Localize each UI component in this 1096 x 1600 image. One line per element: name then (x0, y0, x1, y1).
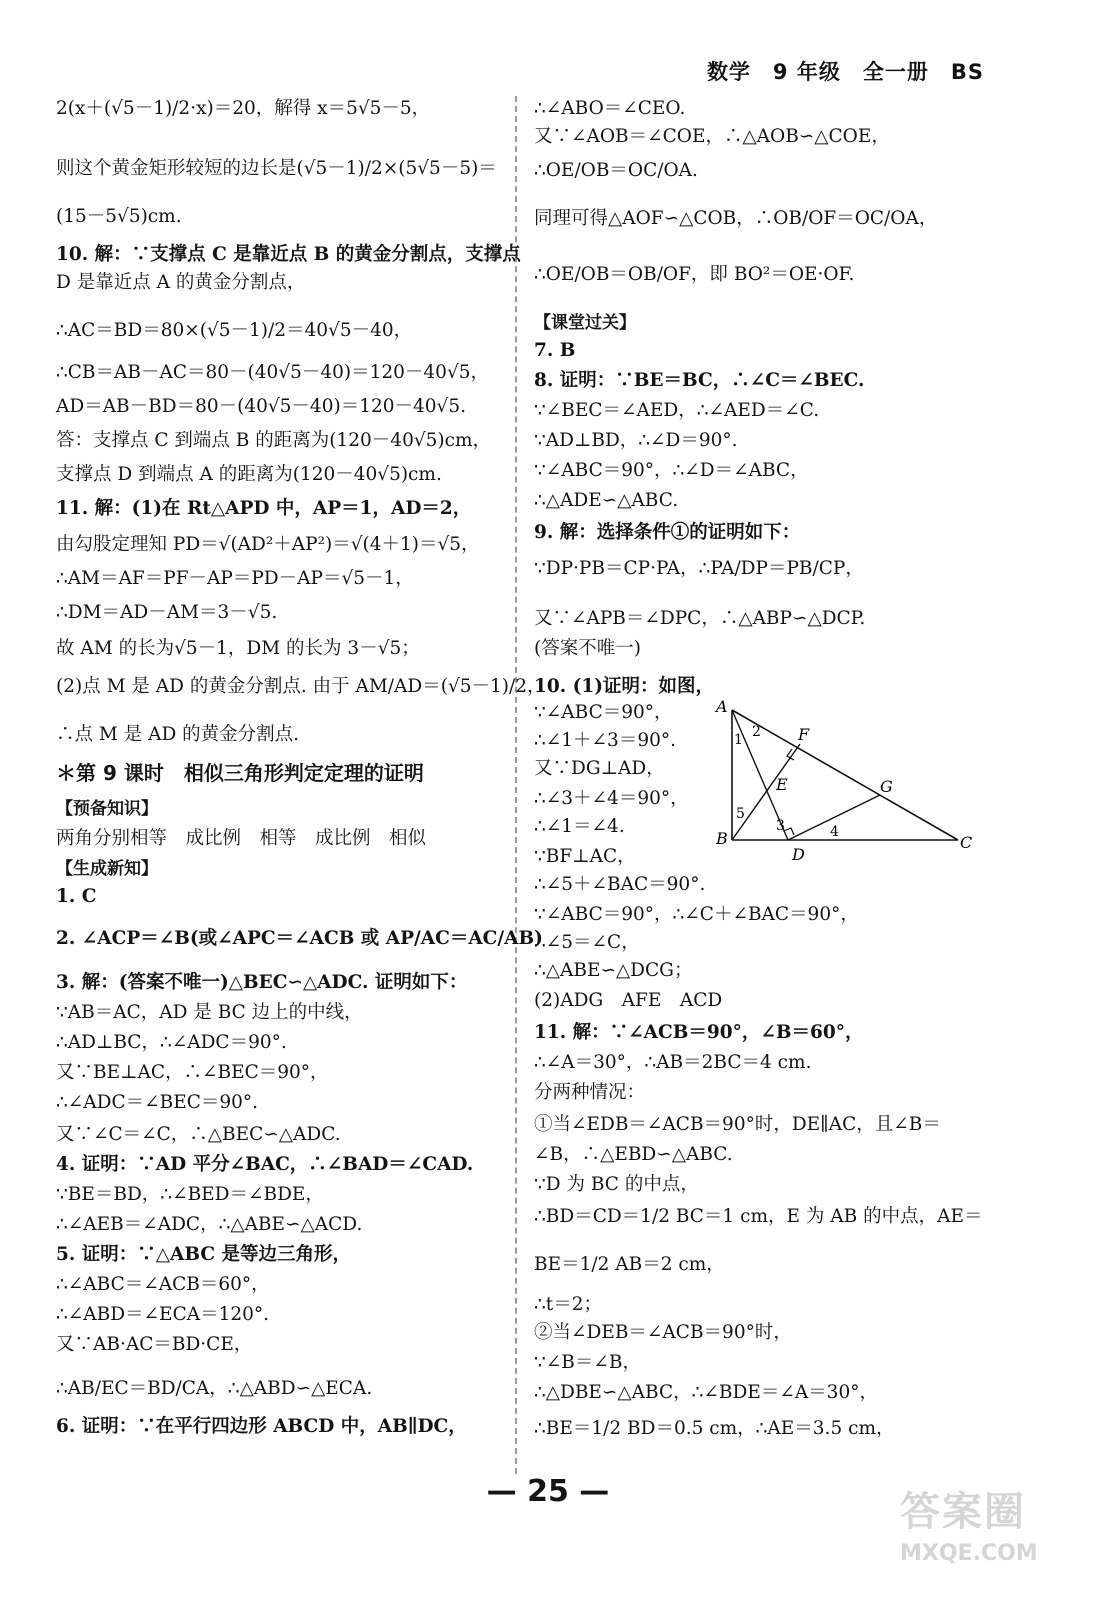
label-e: E (776, 775, 788, 794)
left-column-text-line: 【生成新知】 (56, 859, 158, 879)
right-column-text-line: ∵∠ABC＝90°， (534, 702, 673, 723)
left-column-text-line: D 是靠近点 A 的黄金分割点， (56, 272, 306, 293)
left-column-text-line: 答：支撑点 C 到端点 B 的距离为(120－40√5)cm， (56, 430, 492, 451)
left-column-text-line: ∴∠ABC＝∠ACB＝60°， (56, 1274, 270, 1295)
right-column-text-line: 分两种情况： (534, 1082, 646, 1103)
segment-ac (732, 710, 958, 840)
left-column-text-line: ∴AC＝BD＝80×(√5－1)/2＝40√5－40， (56, 320, 413, 341)
label-d: D (792, 845, 805, 864)
watermark-logo-text: 答案圈 (900, 1489, 1026, 1535)
left-column-text-line: ∵AB＝AC，AD 是 BC 边上的中线， (56, 1002, 363, 1023)
column-divider (515, 96, 517, 1474)
right-column-text-line: ∴∠1＋∠3＝90°. (534, 730, 676, 751)
left-column-text-line: (2)点 M 是 AD 的黄金分割点. 由于 AM/AD＝(√5－1)/2， (56, 676, 546, 697)
right-column-text-line: ∵∠B＝∠B， (534, 1352, 641, 1373)
left-column-text-line: ∴∠ADC＝∠BEC＝90°. (56, 1092, 259, 1113)
right-column-text-line: ∵D 为 BC 的中点， (534, 1174, 699, 1195)
right-column-text-line: ∴BE＝1/2 BD＝0.5 cm，∴AE＝3.5 cm， (534, 1418, 895, 1439)
left-column-text-line: ＊第 9 课时 相似三角形判定定理的证明 (56, 761, 424, 785)
page-header: 数学 9 年级 全一册 BS (706, 60, 984, 84)
right-column-text-line: 11. 解：∵∠ACB＝90°，∠B＝60°， (534, 1022, 864, 1043)
left-column-text-line: ∴AB/EC＝BD/CA，∴△ABD∽△ECA. (56, 1378, 373, 1399)
right-column-text-line: ∴∠A＝30°，∴AB＝2BC＝4 cm. (534, 1052, 812, 1073)
right-column-text-line: BE＝1/2 AB＝2 cm， (534, 1254, 725, 1275)
right-column-text-line: ∴△DBE∽△ABC，∴∠BDE＝∠A＝30°， (534, 1382, 878, 1403)
right-column-text-line: 9. 解：选择条件①的证明如下： (534, 522, 801, 543)
right-column-text-line: (答案不唯一) (534, 638, 641, 659)
right-column-text-line: ∴∠1＝∠4. (534, 816, 625, 837)
right-column-text-line: ∵∠ABC＝90°，∴∠C＋∠BAC＝90°， (534, 904, 859, 925)
left-column-text-line: 又∵∠C＝∠C，∴△BEC∽△ADC. (56, 1124, 341, 1145)
right-column-text-line: 7. B (534, 340, 576, 361)
right-column-text-line: ∠B，∴△EBD∽△ABC. (534, 1144, 733, 1165)
left-column-text-line: 4. 证明：∵AD 平分∠BAC，∴∠BAD＝∠CAD. (56, 1154, 474, 1175)
left-column-text-line: ∴点 M 是 AD 的黄金分割点. (56, 724, 300, 745)
right-column-text-line: (2)ADG AFE ACD (534, 990, 723, 1011)
left-column-text-line: 5. 证明：∵△ABC 是等边三角形， (56, 1244, 351, 1265)
left-column-text-line: 11. 解：(1)在 Rt△APD 中，AP＝1，AD＝2， (56, 498, 472, 519)
left-column-text-line: ∴∠AEB＝∠ADC，∴△ABE∽△ACD. (56, 1214, 363, 1235)
left-column-text-line: 1. C (56, 886, 97, 907)
right-column-text-line: ∴∠5＝∠C， (534, 932, 640, 953)
left-column-text-line: 2(x＋(√5－1)/2·x)＝20，解得 x＝5√5－5， (56, 98, 431, 119)
right-column-text-line: ∴OE/OB＝OB/OF，即 BO²＝OE·OF. (534, 264, 855, 285)
left-column-text-line: ∴AD⊥BC，∴∠ADC＝90°. (56, 1032, 287, 1053)
right-column-text-line: ∴∠ABO＝∠CEO. (534, 98, 686, 119)
right-column-text-line: 又∵DG⊥AD， (534, 758, 665, 779)
right-column-text-line: ∵DP·PB＝CP·PA，∴PA/DP＝PB/CP， (534, 558, 864, 579)
left-column-text-line: 支撑点 D 到端点 A 的距离为(120－40√5)cm. (56, 464, 442, 485)
left-column-text-line: 则这个黄金矩形较短的边长是(√5－1)/2×(5√5－5)＝ (56, 158, 497, 179)
geometry-figure (712, 694, 982, 864)
right-column-text-line: ∴OE/OB＝OC/OA. (534, 160, 698, 181)
right-column-text-line: ①当∠EDB＝∠ACB＝90°时，DE∥AC，且∠B＝ (534, 1114, 941, 1135)
angle-label-5: 5 (736, 806, 745, 822)
segment-bf (732, 744, 800, 840)
right-column-text-line: 【课堂过关】 (534, 313, 636, 333)
label-g: G (880, 777, 893, 796)
left-column-text-line: 故 AM 的长为√5－1，DM 的长为 3－√5； (56, 638, 420, 659)
right-column-text-line: ∵∠BEC＝∠AED，∴∠AED＝∠C. (534, 400, 820, 421)
left-column-text-line: 又∵BE⊥AC，∴∠BEC＝90°， (56, 1062, 329, 1083)
right-column-text-line: ∴BD＝CD＝1/2 BC＝1 cm，E 为 AB 的中点，AE＝ (534, 1206, 983, 1227)
right-column-text-line: ∵∠ABC＝90°，∴∠D＝∠ABC， (534, 460, 809, 481)
left-column-text-line: ∴CB＝AB－AC＝80－(40√5－40)＝120－40√5， (56, 362, 490, 383)
right-column-text-line: 又∵∠APB＝∠DPC，∴△ABP∽△DCP. (534, 608, 866, 629)
left-column-text-line: 3. 解：(答案不唯一)△BEC∽△ADC. 证明如下： (56, 972, 468, 993)
left-column-text-line: 2. ∠ACP＝∠B(或∠APC＝∠ACB 或 AP/AC＝AC/AB) (56, 928, 543, 949)
left-column-text-line: 又∵AB·AC＝BD·CE， (56, 1334, 253, 1355)
left-column-text-line: 6. 证明：∵在平行四边形 ABCD 中，AB∥DC， (56, 1416, 467, 1437)
left-column-text-line: AD＝AB－BD＝80－(40√5－40)＝120－40√5. (56, 396, 466, 417)
page-number: — 25 — (486, 1474, 610, 1509)
left-column-text-line: ∴DM＝AD－AM＝3－√5. (56, 602, 278, 623)
right-column-text-line: ∴∠3＋∠4＝90°， (534, 788, 689, 809)
right-column-text-line: ∴∠5＋∠BAC＝90°. (534, 874, 706, 895)
right-column-text-line: ②当∠DEB＝∠ACB＝90°时， (534, 1322, 792, 1343)
label-a: A (716, 697, 728, 716)
label-f: F (798, 725, 810, 744)
right-column-text-line: 又∵∠AOB＝∠COE，∴△AOB∽△COE， (534, 126, 890, 147)
right-column-text-line: 8. 证明：∵BE＝BC，∴∠C＝∠BEC. (534, 370, 865, 391)
label-c: C (960, 833, 973, 852)
right-column-text-line: ∵AD⊥BD，∴∠D＝90°. (534, 430, 738, 451)
right-column-text-line: 10. (1)证明：如图， (534, 676, 715, 697)
angle-label-2: 2 (752, 724, 761, 740)
angle-label-4: 4 (830, 824, 839, 840)
right-column-text-line: ∴△ADE∽△ABC. (534, 490, 679, 511)
right-column-text-line: ∴△ABE∽△DCG； (534, 960, 693, 981)
angle-label-1: 1 (734, 732, 743, 748)
angle-label-3: 3 (776, 818, 785, 834)
left-column-text-line: ∴∠ABD＝∠ECA＝120°. (56, 1304, 270, 1325)
watermark-logo (900, 1480, 1060, 1580)
label-b: B (716, 829, 728, 848)
left-column-text-line: 【预备知识】 (56, 799, 158, 819)
left-column-text-line: 10. 解：∵支撑点 C 是靠近点 B 的黄金分割点，支撑点 (56, 244, 521, 265)
left-column-text-line: (15－5√5)cm. (56, 206, 182, 227)
left-column-text-line: ∴AM＝AF＝PF－AP＝PD－AP＝√5－1， (56, 568, 414, 589)
left-column-text-line: 两角分别相等 成比例 相等 成比例 相似 (56, 828, 427, 849)
right-column-text-line: ∵BF⊥AC， (534, 846, 636, 867)
watermark-url-text: MXQE.COM (900, 1541, 1038, 1566)
right-column-text-line: ∴t＝2； (534, 1294, 602, 1315)
left-column-text-line: 由勾股定理知 PD＝√(AD²＋AP²)＝√(4＋1)＝√5， (56, 534, 480, 555)
right-column-text-line: 同理可得△AOF∽△COB，∴OB/OF＝OC/OA， (534, 208, 938, 229)
left-column-text-line: ∵BE＝BD，∴∠BED＝∠BDE， (56, 1184, 324, 1205)
